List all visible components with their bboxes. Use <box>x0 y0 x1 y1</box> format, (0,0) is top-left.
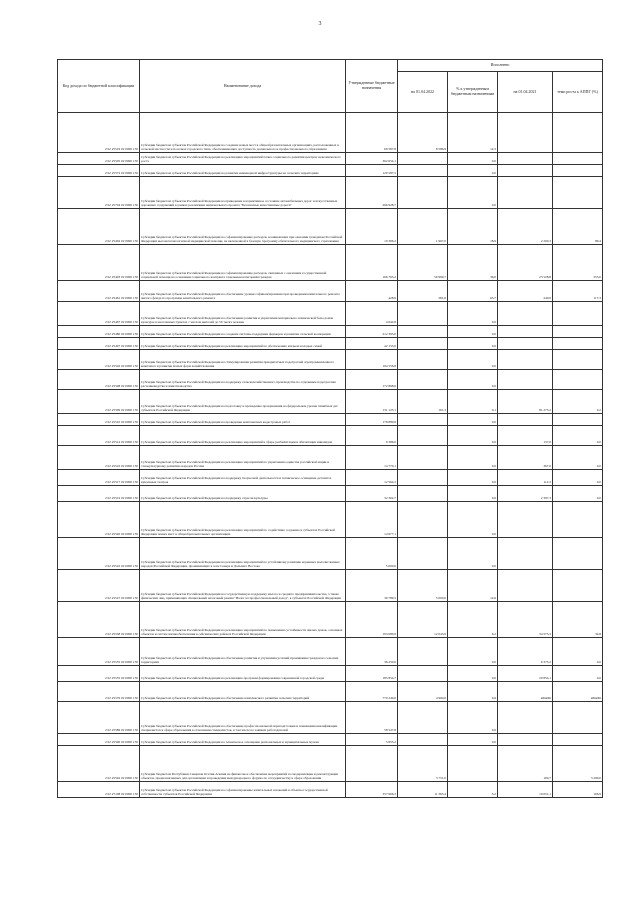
row-name: Субсидии бюджетам субъектов Российской Федерации на поддержку отрасли культуры <box>140 486 346 502</box>
growth-column-header: темп роста к АППГ (%) <box>553 72 603 113</box>
row-code: 2 02 25516 02 0000 150 <box>58 446 140 470</box>
row-exec-2021: 109,7 <box>498 746 553 782</box>
row-name: Субсидии бюджетам субъектов Российской Федерации на реализацию мероприятий по повышению устойчивости жилых домов, основных объектов и систем жизнеобеспечения в сейсмических районах Российской Федерации <box>140 602 346 638</box>
approved-column-header: Утвержденные бюджетные назначения <box>346 60 398 113</box>
row-code: 2 02 25508 02 0000 150 <box>58 370 140 390</box>
table-row <box>58 446 603 470</box>
row-percent: 6,2 <box>448 602 498 638</box>
row-approved: 42 133,0 <box>346 338 398 350</box>
row-code: 2 02 25509 02 0000 150 <box>58 390 140 414</box>
table-row <box>58 338 603 350</box>
row-exec-2021 <box>498 502 553 538</box>
row-exec-2021 <box>498 165 553 177</box>
row-code: 2 02 25592 02 0000 150 <box>58 746 140 782</box>
row-code: 2 02 25402 02 0000 150 <box>58 209 140 245</box>
table-row <box>58 486 603 502</box>
row-name: Субсидии бюджетам субъектов Российской Федерации на обеспечение развития и укрепления материально-технической базы домов культуры в населенных пунктах с числом жителей до 50 тысяч человек <box>140 302 346 326</box>
row-name: Субсидии бюджетам субъектов Российской Федерации на поддержку творческой деятельности и техническое оснащение детских и кукольных театров <box>140 470 346 486</box>
row-code: 2 02 25461 02 0000 150 <box>58 281 140 302</box>
row-approved: 4 642,8 <box>346 302 398 326</box>
row-approved: 172 898,6 <box>346 370 398 390</box>
table-row <box>58 570 603 602</box>
row-approved: 9 386,0 <box>346 426 398 446</box>
row-percent: 0,0 <box>448 538 498 570</box>
row-name: Субсидии бюджетам субъектов Российской Федерации на проведение комплексных кадастровых работ <box>140 414 346 426</box>
table-row <box>58 281 603 302</box>
row-name: Субсидии бюджетам субъектов Российской Федерации на развитие инженерной инфраструктуры на сельских территориях <box>140 165 346 177</box>
row-exec-2021: 23 528,8 <box>498 245 553 281</box>
row-growth <box>553 302 603 326</box>
row-exec-2022 <box>398 426 448 446</box>
row-approved: 12 564,3 <box>346 470 398 486</box>
row-growth: 106,9 <box>553 782 603 798</box>
percent-column-header: % к утвержденным бюджетным назначениям <box>448 72 498 113</box>
row-growth: 0,0 <box>553 486 603 502</box>
row-percent: 0,0 <box>448 446 498 470</box>
row-exec-2022: 281,6 <box>398 281 448 302</box>
row-approved: 193 080,9 <box>346 602 398 638</box>
row-code: 2 02 25403 02 0000 150 <box>58 245 140 281</box>
table-row <box>58 350 603 370</box>
row-percent: 0,0 <box>448 370 498 390</box>
row-code: 2 02 25555 02 0000 150 <box>58 666 140 682</box>
row-name: Субсидии бюджетам субъектов Российской Федерации на приведение в нормативное состояние автомобильных дорог и искусственных дорожных сооружений в рамках реализации национального проекта "Безопасные качественные дороги" <box>140 177 346 209</box>
table-row <box>58 538 603 570</box>
row-exec-2022: 161,3 <box>398 390 448 414</box>
row-exec-2022 <box>398 666 448 682</box>
row-code: 2 02 25704 02 0000 150 <box>58 177 140 209</box>
row-name: Субсидии бюджетам субъектов Российской Федерации на поддержку сельскохозяйственного производства по отдельным подотраслям растениеводства и животноводства <box>140 370 346 390</box>
row-approved: 14 770,1 <box>346 446 398 470</box>
row-exec-2022: 59 999,7 <box>398 245 448 281</box>
table-row <box>58 702 603 734</box>
row-percent: 0,6 <box>448 682 498 702</box>
row-name: Субсидии бюджетам субъектов Российской Федерации на государственную поддержку малого и среднего предпринимательства, а также физических лиц, применяющих специальный налоговый режим "Налог на профессиональный доход", в субъектах Российской Федерации <box>140 570 346 602</box>
row-code: 2 02 25467 02 0000 150 <box>58 302 140 326</box>
row-name: Субсидии бюджетам субъектов Российской Федерации на стимулирование развития приоритетных подотраслей агропромышленного комплекса и развитие малых форм хозяйствования <box>140 350 346 370</box>
row-name: Субсидии бюджетам субъектов Российской Федерации на реализацию программ формирования современной городской среды <box>140 666 346 682</box>
table-row <box>58 153 603 165</box>
row-approved: 166 763,2 <box>346 245 398 281</box>
table-row <box>58 682 603 702</box>
row-exec-2021: 367,0 <box>498 446 553 470</box>
row-exec-2022 <box>398 538 448 570</box>
row-name: Субсидии бюджетам субъектов Российской Федерации на софинансирование расходов, возникающих при оказании гражданам Российской Федерации высокотехнологичной медицинской помощи, не включенной в базовую программу обязательного медицинского страхования <box>140 209 346 245</box>
row-approved: 5 000,0 <box>346 538 398 570</box>
row-growth: 3 299,0 <box>553 746 603 782</box>
row-exec-2022 <box>398 350 448 370</box>
row-exec-2021: ###### <box>498 682 553 702</box>
row-growth: 34,8 <box>553 602 603 638</box>
row-exec-2021 <box>498 702 553 734</box>
row-growth: 0,0 <box>553 666 603 682</box>
row-percent: 0,0 <box>448 326 498 338</box>
row-percent: 0,0 <box>448 638 498 666</box>
row-exec-2021 <box>498 302 553 326</box>
row-name: Субсидии бюджетам субъектов Российской Федерации на обеспечение комплексного развития сельских территорий <box>140 682 346 702</box>
table-row <box>58 602 603 638</box>
row-exec-2022 <box>398 502 448 538</box>
row-code: 2 02 25505 02 0000 150 <box>58 153 140 165</box>
row-approved: 131 125,1 <box>346 390 398 414</box>
row-name: Субсидии бюджетам субъектов Российской Федерации на обеспечение развития и улучшения условий проживания граждан на сельских территориях <box>140 638 346 666</box>
row-approved: 36 230,0 <box>346 638 398 666</box>
row-code: 2 02 25538 02 0000 150 <box>58 602 140 638</box>
row-exec-2021 <box>498 326 553 338</box>
row-growth: 0,0 <box>553 638 603 666</box>
row-exec-2022 <box>398 165 448 177</box>
row-exec-2021: 10 631,1 <box>498 782 553 798</box>
row-code: 2 02 25517 02 0000 150 <box>58 470 140 486</box>
row-name: Субсидии бюджетам субъектов Российской Федерации на реализацию мероприятий плана социального развития центров экономического роста <box>140 153 346 165</box>
row-approved: 179 889,8 <box>346 414 398 426</box>
row-approved: 120 587,5 <box>346 165 398 177</box>
row-percent: 0,0 <box>448 302 498 326</box>
row-growth <box>553 113 603 153</box>
row-exec-2022 <box>398 153 448 165</box>
row-growth <box>553 502 603 538</box>
table-row <box>58 426 603 446</box>
row-code: 2 02 25576 02 0000 150 <box>58 682 140 702</box>
row-name: Субсидии бюджетам субъектов Российской Федерации на реализацию мероприятий по укреплению единства российской нации и этнокультурному развитию народов России <box>140 446 346 470</box>
row-exec-2022 <box>398 470 448 486</box>
row-name: Субсидии бюджетам субъектов Российской Федерации на реализацию мероприятий по обеспечению жильем молодых семей <box>140 338 346 350</box>
header-row <box>58 60 603 72</box>
row-growth <box>553 538 603 570</box>
row-approved: 39 789,5 <box>346 570 398 602</box>
row-growth: 0,0 <box>553 446 603 470</box>
row-code: 2 02 25555 02 0000 150 <box>58 638 140 666</box>
date-2021-header: на 01.04.2021 <box>498 72 553 113</box>
table-row <box>58 470 603 486</box>
row-exec-2021 <box>498 350 553 370</box>
row-exec-2022 <box>398 734 448 746</box>
row-exec-2022 <box>398 326 448 338</box>
row-code: 2 02 25572 02 0000 150 <box>58 165 140 177</box>
row-approved: 14 677,1 <box>346 502 398 538</box>
row-approved: 32 302,7 <box>346 486 398 502</box>
row-approved: 10 396,2 <box>346 209 398 245</box>
row-percent: 0,0 <box>448 153 498 165</box>
row-growth <box>553 165 603 177</box>
row-code: 2 02 25497 02 0000 150 <box>58 338 140 350</box>
revenue-table <box>57 59 603 798</box>
row-code: 2 02 25527 02 0000 150 <box>58 570 140 602</box>
row-exec-2021: 112,3 <box>498 470 553 486</box>
row-exec-2021 <box>498 113 553 153</box>
row-exec-2022 <box>398 638 448 666</box>
row-percent: 0,0 <box>448 502 498 538</box>
row-growth: 0,2 <box>553 390 603 414</box>
row-approved: 770 249,0 <box>346 682 398 702</box>
row-exec-2022: 1 967,0 <box>398 209 448 245</box>
row-code: 2 02 25514 02 0000 150 <box>58 426 140 446</box>
row-exec-2021: 240,0 <box>498 281 553 302</box>
row-exec-2021: 81 275,2 <box>498 390 553 414</box>
row-approved: 212 393,0 <box>346 326 398 338</box>
row-code: 2 02 25510 02 0000 150 <box>58 414 140 426</box>
row-exec-2021 <box>498 338 553 350</box>
executed-group-header: Исполнено <box>398 60 603 72</box>
table-row <box>58 245 603 281</box>
row-code: 2 02 25522 02 0000 150 <box>58 538 140 570</box>
row-exec-2022 <box>398 338 448 350</box>
row-growth <box>553 153 603 165</box>
row-code: 2 02 25480 02 0000 150 <box>58 326 140 338</box>
row-exec-2021: 2 200,3 <box>498 209 553 245</box>
row-name: Субсидии бюджетам субъектов Российской Федерации на реализацию мероприятий по устойчивому развитию коренных малочисленных народов Российской Федерации, проживающих в зоне Севера и Дальнего Востока <box>140 538 346 570</box>
row-growth <box>553 326 603 338</box>
row-percent: 0,0 <box>448 165 498 177</box>
row-percent: 12,6 <box>448 570 498 602</box>
row-exec-2021 <box>498 570 553 602</box>
row-exec-2021 <box>498 414 553 426</box>
row-exec-2021 <box>498 177 553 209</box>
row-exec-2021 <box>498 734 553 746</box>
row-exec-2021 <box>498 153 553 165</box>
code-column-header: Код дохода по бюджетной классификации <box>58 60 140 113</box>
row-code: 2 02 25519 02 0000 150 <box>58 486 140 502</box>
table-row <box>58 165 603 177</box>
row-approved: 185 854,7 <box>346 666 398 682</box>
row-name: Субсидии бюджетам субъектов Российской Федерации на софинансирование расходов, связанных с оказанием государственной социальной помощи на основании социального контракта отдельным категориям граждан <box>140 245 346 281</box>
row-exec-2022: 8 586,9 <box>398 113 448 153</box>
row-percent: 36,0 <box>448 245 498 281</box>
row-growth <box>553 702 603 734</box>
row-exec-2022: 4 960,0 <box>398 682 448 702</box>
table-row <box>58 502 603 538</box>
row-approved: 362 654,1 <box>346 153 398 165</box>
row-growth <box>553 734 603 746</box>
table-row <box>58 113 603 153</box>
row-exec-2021: 137,6 <box>498 426 553 446</box>
row-name: Субсидии бюджетам субъектов Российской Федерации на реализацию мероприятий по содействию созданию в субъектах Российской Федерации новых мест в общеобразовательных организациях <box>140 502 346 538</box>
row-code: 2 02 25586 02 0000 150 <box>58 702 140 734</box>
row-name: Субсидии бюджетам Республики Северная Осетия-Алания на финансовое обеспечение мероприятий по модернизации и реконструкции объектов, предназначенных для организации и проведения международного форума по сотрудничеству в сфере образования <box>140 746 346 782</box>
row-growth: 117,3 <box>553 281 603 302</box>
row-growth <box>553 414 603 426</box>
row-code: 2 02 25519 02 0000 150 <box>58 113 140 153</box>
row-percent: 12,3 <box>448 113 498 153</box>
row-exec-2022 <box>398 702 448 734</box>
row-name: Субсидии бюджетам субъектов Российской Федерации на подготовку и проведение празднования на федеральном уровне памятных дат субъектов Российской Федерации <box>140 390 346 414</box>
row-percent: 0,0 <box>448 350 498 370</box>
row-growth <box>553 177 603 209</box>
table-row <box>58 666 603 682</box>
table-row <box>58 638 603 666</box>
row-code: 2 02 27108 02 0000 150 <box>58 782 140 798</box>
row-code: 2 02 25520 02 0000 150 <box>58 502 140 538</box>
table-row <box>58 734 603 746</box>
row-approved: 357 906,3 <box>346 782 398 798</box>
row-exec-2021: 20 854,1 <box>498 666 553 682</box>
row-percent: 0,0 <box>448 177 498 209</box>
row-growth: ###### <box>553 682 603 702</box>
row-name: Субсидии бюджетам субъектов Российской Федерации на реализацию мероприятий в сфере реабилитации и абилитации инвалидов <box>140 426 346 446</box>
row-percent: 0,0 <box>448 426 498 446</box>
row-percent: 65,7 <box>448 281 498 302</box>
row-exec-2022 <box>398 177 448 209</box>
row-growth <box>553 570 603 602</box>
row-percent: 0,0 <box>448 486 498 502</box>
row-exec-2022 <box>398 302 448 326</box>
row-exec-2022: 5 000,0 <box>398 570 448 602</box>
page-number: 3 <box>318 21 322 27</box>
row-percent: 3,2 <box>448 782 498 798</box>
row-approved: 58 547,8 <box>346 702 398 734</box>
row-name: Субсидии бюджетам субъектов Российской Федерации на создание новых мест в общеобразовательных организациях, расположенных в сельской местности и поселках городского типа, обеспечивающих доступность дошкольного и профессионального образования <box>140 113 346 153</box>
table-row <box>58 326 603 338</box>
row-percent: 0,0 <box>448 702 498 734</box>
table-row <box>58 370 603 390</box>
table-row <box>58 209 603 245</box>
row-percent: 0,0 <box>448 734 498 746</box>
row-percent <box>448 746 498 782</box>
row-exec-2021 <box>498 370 553 390</box>
row-name: Субсидии бюджетам субъектов Российской Федерации на техническое оснащение региональных и муниципальных музеев <box>140 734 346 746</box>
row-percent: 0,0 <box>448 414 498 426</box>
row-percent: 0,0 <box>448 470 498 486</box>
row-exec-2022: 3 751,0 <box>398 746 448 782</box>
row-name: Субсидии бюджетам субъектов Российской Федерации на обеспечение уровня софинансирования при проведении капитального ремонта жилого фонда по программе капитального ремонта <box>140 281 346 302</box>
row-growth: 0,0 <box>553 470 603 486</box>
row-growth <box>553 338 603 350</box>
row-approved: 69 587,8 <box>346 113 398 153</box>
row-exec-2022 <box>398 486 448 502</box>
row-approved: 5 855,2 <box>346 734 398 746</box>
name-column-header: Наименование дохода <box>140 60 346 113</box>
table-row <box>58 746 603 782</box>
row-code: 2 02 25502 02 0000 150 <box>58 350 140 370</box>
row-exec-2022 <box>398 414 448 426</box>
row-growth: 0,0 <box>553 426 603 446</box>
table-row <box>58 302 603 326</box>
row-exec-2021: 34 575,3 <box>498 602 553 638</box>
row-percent: 0,0 <box>448 666 498 682</box>
row-approved: 194 556,8 <box>346 350 398 370</box>
row-exec-2022: 12 043,9 <box>398 602 448 638</box>
row-exec-2021: 6 375,2 <box>498 638 553 666</box>
row-exec-2022 <box>398 370 448 390</box>
row-growth <box>553 370 603 390</box>
table-row <box>58 414 603 426</box>
table-row <box>58 177 603 209</box>
row-percent: 0,1 <box>448 390 498 414</box>
row-percent: 18,9 <box>448 209 498 245</box>
row-growth <box>553 350 603 370</box>
table-row <box>58 782 603 798</box>
row-exec-2021 <box>498 538 553 570</box>
row-exec-2021: 2 397,3 <box>498 486 553 502</box>
row-code: 2 02 25590 02 0000 150 <box>58 734 140 746</box>
date-2022-header: на 01.04.2022 <box>398 72 448 113</box>
row-name: Субсидии бюджетам субъектов Российской Федерации на софинансирование капитальных вложений в объекты государственной собственности субъектов Российской Федерации <box>140 782 346 798</box>
table-row <box>58 390 603 414</box>
row-approved: 266 928,7 <box>346 177 398 209</box>
row-approved <box>346 746 398 782</box>
row-exec-2022 <box>398 446 448 470</box>
row-name: Субсидии бюджетам субъектов Российской Федерации на обеспечение профессиональной переподготовки и повышения квалификации специалистов в сфере образования в отношении специалистов, в том числе по заявкам работодателей <box>140 702 346 734</box>
row-approved: 428,9 <box>346 281 398 302</box>
row-growth: 89,4 <box>553 209 603 245</box>
row-percent: 0,0 <box>448 338 498 350</box>
row-name: Субсидии бюджетам субъектов Российской Федерации на создание системы поддержки фермеров и развитие сельской кооперации <box>140 326 346 338</box>
row-exec-2022: 11 363,4 <box>398 782 448 798</box>
row-growth: 255,0 <box>553 245 603 281</box>
